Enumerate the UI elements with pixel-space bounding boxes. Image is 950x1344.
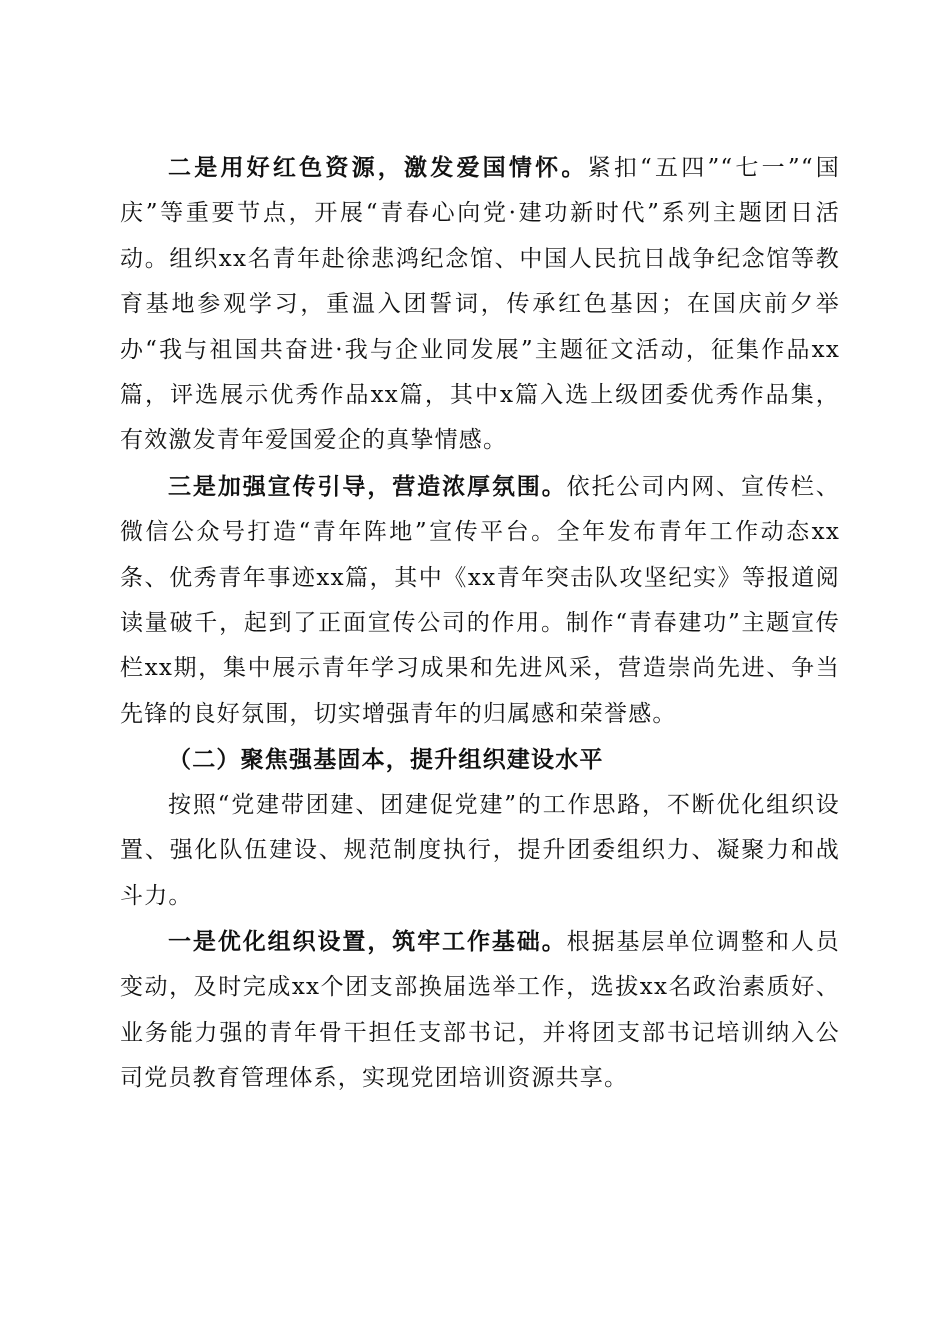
- paragraph-lead: 三是加强宣传引导，营造浓厚氛围。: [168, 472, 567, 500]
- paragraph-organization: [120, 919, 840, 1102]
- paragraph-body: 依托公司内网、宣传栏、微信公众号打造“青年阵地”宣传平台。全年发布青年工作动态xx条、优秀青年事迹xx篇，其中《xx青年突击队攻坚纪实》等报道阅读量破千，起到了正面宣传公司的作用。制作“青春建功”主题宣传栏xx期，集中展示青年学习成果和先进风采，营造崇尚先进、争当先锋的良好氛围，切实增强青年的归属感和荣誉感。: [120, 473, 841, 727]
- paragraph-body: 紧扣“五四”“七一”“国庆”等重要节点，开展“青春心向党·建功新时代”系列主题团日活动。组织xx名青年赴徐悲鸿纪念馆、中国人民抗日战争纪念馆等教育基地参观学习，重温入团誓词，传承红色基因；在国庆前夕举办“我与祖国共奋进·我与企业同发展”主题征文活动，征集作品xx篇，评选展示优秀作品xx篇，其中x篇入选上级团委优秀作品集，有效激发青年爱国爱企的真挚情感。: [120, 155, 840, 454]
- paragraph-publicity: [120, 464, 840, 737]
- paragraph-lead: 一是优化组织设置，筑牢工作基础。: [168, 927, 567, 955]
- document-body: [120, 145, 840, 1102]
- section-heading: （二）聚焦强基固本，提升组织建设水平: [168, 746, 604, 774]
- paragraph-red-resources: [120, 145, 840, 464]
- section-intro: 按照“党建带团建、团建促党建”的工作思路，不断优化组织设置、强化队伍建设、规范制度执行，提升团委组织力、凝聚力和战斗力。: [120, 791, 840, 909]
- paragraph-lead: 二是用好红色资源，激发爱国情怀。: [168, 154, 588, 181]
- paragraph-body: 根据基层单位调整和人员变动，及时完成xx个团支部换届选举工作，选拔xx名政治素质好、业务能力强的青年骨干担任支部书记，并将团支部书记培训纳入公司党员教育管理体系，实现党团培训资源共享。: [120, 928, 841, 1092]
